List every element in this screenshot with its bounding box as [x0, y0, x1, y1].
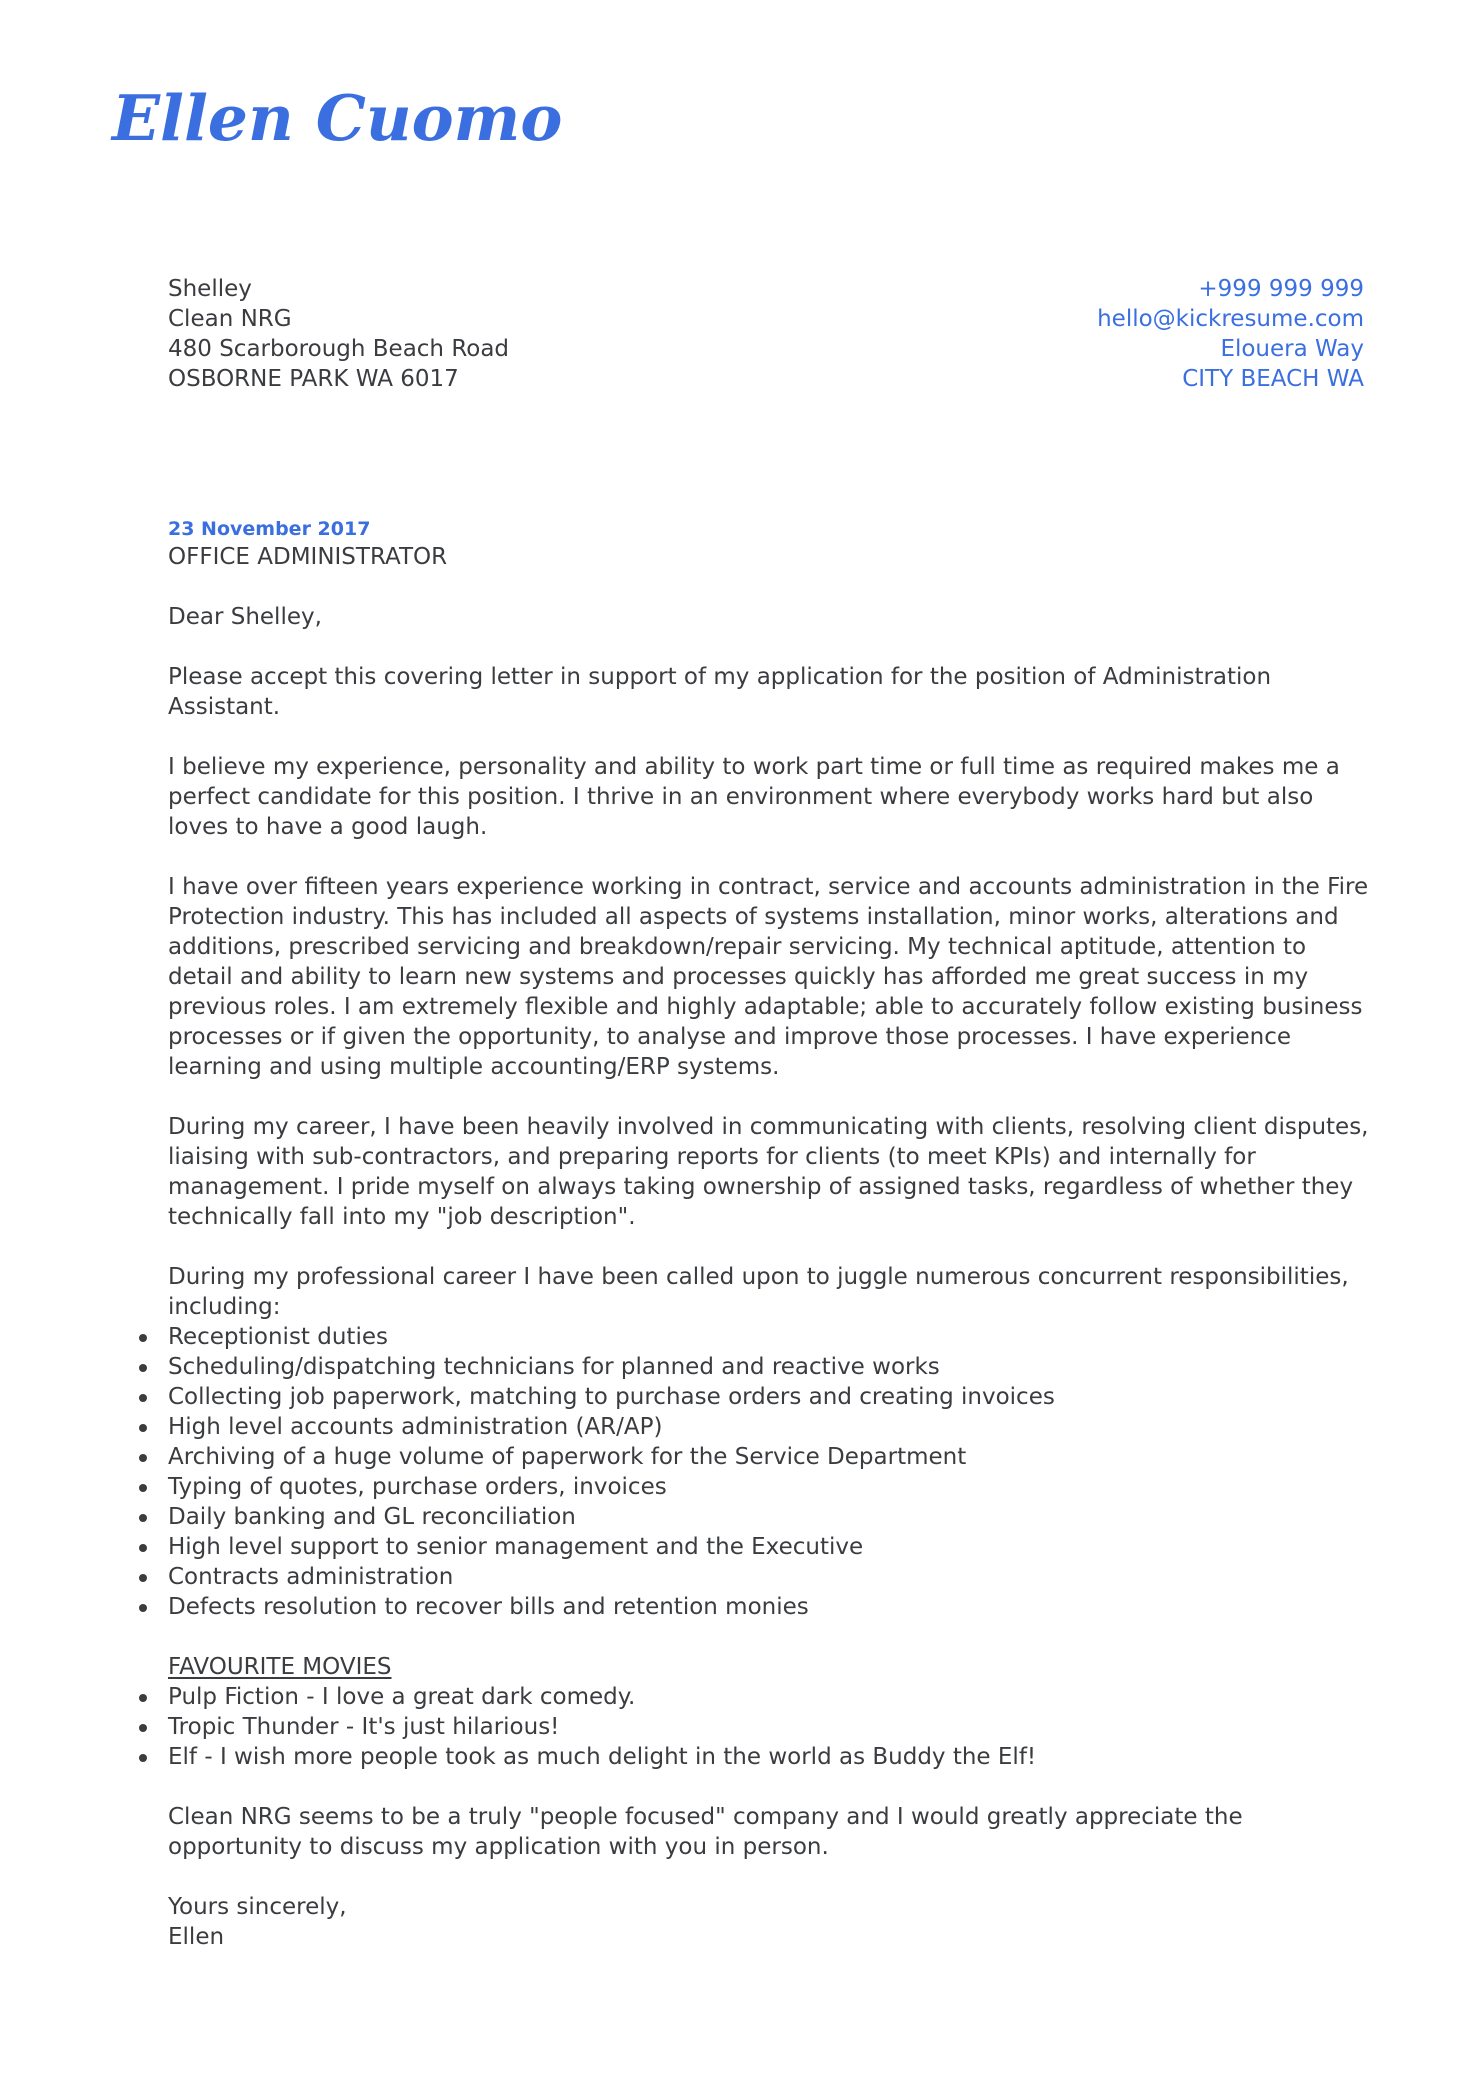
- list-item: Tropic Thunder - It's just hilarious!: [168, 1712, 1378, 1742]
- list-item: Collecting job paperwork, matching to purchase orders and creating invoices: [168, 1382, 1378, 1412]
- list-item: Typing of quotes, purchase orders, invoices: [168, 1472, 1378, 1502]
- paragraph-personality: I believe my experience, personality and ability to work part time or full time as required makes me a perfect candidate for this position. I thrive in an environment where everybody works hard but also loves to have a good laugh.: [168, 754, 1340, 840]
- list-item: Receptionist duties: [168, 1322, 1378, 1352]
- list-item: Elf - I wish more people took as much delight in the world as Buddy the Elf!: [168, 1742, 1378, 1772]
- recipient-company: Clean NRG: [168, 306, 292, 332]
- paragraph-intro: Please accept this covering letter in support of my application for the position of Administration Assistant.: [168, 664, 1272, 720]
- list-item: High level support to senior management and the Executive: [168, 1532, 1378, 1562]
- recipient-name: Shelley: [168, 276, 252, 302]
- signature: Ellen: [168, 1924, 225, 1950]
- salutation: Dear Shelley,: [168, 604, 322, 630]
- recipient-address-block: [168, 274, 509, 394]
- valediction: Yours sincerely,: [168, 1894, 347, 1920]
- paragraph-closing: Clean NRG seems to be a truly "people focused" company and I would greatly appreciate the opportunity to discuss my application with you in person.: [168, 1804, 1243, 1860]
- list-item: Defects resolution to recover bills and retention monies: [168, 1592, 1378, 1622]
- sender-street: Elouera Way: [1220, 336, 1364, 362]
- favourite-movies-heading: FAVOURITE MOVIES: [168, 1654, 392, 1680]
- applicant-name: Ellen Cuomo: [112, 81, 563, 155]
- list-item: High level accounts administration (AR/AP): [168, 1412, 1378, 1442]
- recipient-street: 480 Scarborough Beach Road: [168, 336, 510, 362]
- paragraph-responsibilities-intro: During my professional career I have been called upon to juggle numerous concurrent responsibilities, including:: [168, 1264, 1349, 1320]
- paragraph-career: During my career, I have been heavily involved in communicating with clients, resolving client disputes, liaising with sub-contractors, and preparing reports for clients (to meet KPIs) and internally for management. I pride myself on always taking ownership of assigned tasks, regardless of whether they technically fall into my "job description".: [168, 1114, 1369, 1230]
- paragraph-experience: I have over fifteen years experience working in contract, service and accounts administration in the Fire Protection industry. This has included all aspects of systems installation, minor works, alterations and additions, prescribed servicing and breakdown/repair servicing. My technical aptitude, attention to detail and ability to learn new systems and processes quickly has afforded me great success in my previous roles. I am extremely flexible and highly adaptable; able to accurately follow existing business processes or if given the opportunity, to analyse and improve those processes. I have experience learning and using multiple accounting/ERP systems.: [168, 874, 1369, 1080]
- position-title: OFFICE ADMINISTRATOR: [168, 544, 448, 570]
- sender-city: CITY BEACH WA: [1182, 366, 1364, 392]
- list-item: Scheduling/dispatching technicians for planned and reactive works: [168, 1352, 1378, 1382]
- list-item: Pulp Fiction - I love a great dark comedy.: [168, 1682, 1378, 1712]
- list-item: Contracts administration: [168, 1562, 1378, 1592]
- sender-email: hello@kickresume.com: [1097, 306, 1364, 332]
- list-item: Archiving of a huge volume of paperwork for the Service Department: [168, 1442, 1378, 1472]
- letter-body: [168, 516, 1378, 1952]
- recipient-city: OSBORNE PARK WA 6017: [168, 366, 459, 392]
- movies-list: [168, 1682, 1378, 1772]
- responsibilities-list: [168, 1322, 1378, 1622]
- sender-phone: +999 999 999: [1198, 276, 1364, 302]
- list-item: Daily banking and GL reconciliation: [168, 1502, 1378, 1532]
- letter-date: 23 November 2017: [168, 518, 371, 540]
- sender-contact-block: [1097, 274, 1364, 394]
